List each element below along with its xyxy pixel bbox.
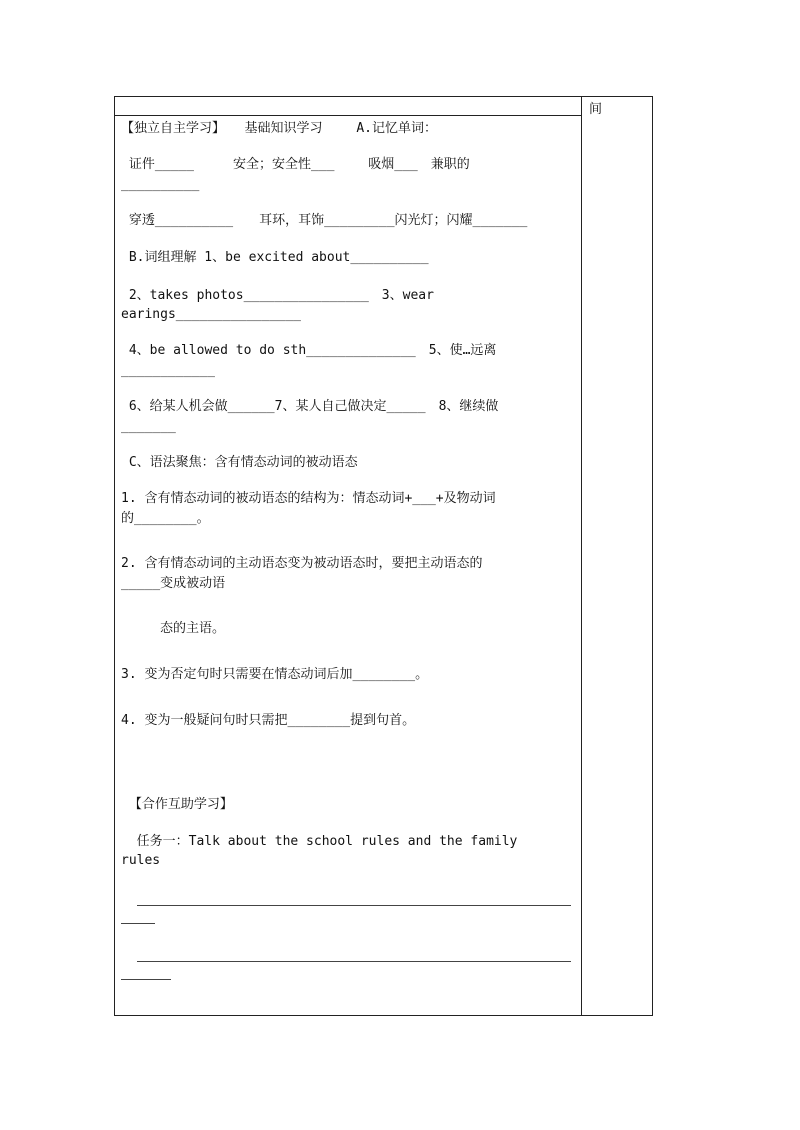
vocab-row-2: 穿透__________ 耳环，耳饰_________闪光灯；闪耀_______	[121, 213, 528, 228]
column-divider	[581, 97, 582, 1015]
grammar-item-1: 1. 含有情态动词的被动语态的结构为：情态动词+___+及物动词	[121, 491, 496, 506]
header-row-divider	[115, 115, 581, 116]
answer-line-1-cont	[121, 923, 155, 924]
phrase-2-cont: earings________________	[121, 307, 302, 322]
section-title-cooperative-study: 【合作互助学习】	[121, 797, 233, 812]
answer-line-2	[137, 961, 571, 962]
task-1: 任务一：Talk about the school rules and the family	[121, 834, 518, 849]
header-right-cell: 间	[589, 102, 603, 117]
phrase-2: 2、takes photos________________ 3、wear	[121, 288, 434, 303]
grammar-item-4: 4. 变为一般疑问句时只需把________提到句首。	[121, 713, 416, 728]
phrase-6: 6、给某人机会做______7、某人自己做决定_____ 8、继续做	[121, 399, 499, 414]
grammar-title: C、语法聚焦：含有情态动词的被动语态	[121, 455, 358, 470]
grammar-item-2-cont2: 态的主语。	[121, 621, 226, 636]
phrase-6-cont: _______	[121, 419, 176, 434]
grammar-item-1-cont: 的________。	[121, 511, 210, 526]
grammar-item-2: 2. 含有情态动词的主动语态变为被动语态时，要把主动语态的	[121, 556, 483, 571]
grammar-item-2-cont: _____变成被动语	[121, 576, 226, 591]
vocab-row-1-cont: __________	[121, 177, 200, 192]
answer-line-1	[137, 905, 571, 906]
grammar-item-3: 3. 变为否定句时只需要在情态动词后加________。	[121, 667, 429, 682]
vocab-row-1: 证件_____ 安全；安全性___ 吸烟___ 兼职的	[121, 157, 470, 172]
phrases-title: B.词组理解 1、be excited about__________	[121, 250, 429, 265]
phrase-4: 4、be allowed to do sth______________ 5、使…远离	[121, 343, 497, 358]
worksheet-table	[114, 96, 653, 1016]
phrase-4-cont: ____________	[121, 363, 215, 378]
answer-line-2-cont	[121, 979, 171, 980]
section-title-independent-study: 【独立自主学习】 基础知识学习 A.记忆单词：	[121, 121, 437, 136]
task-1-cont: rules	[121, 853, 161, 868]
